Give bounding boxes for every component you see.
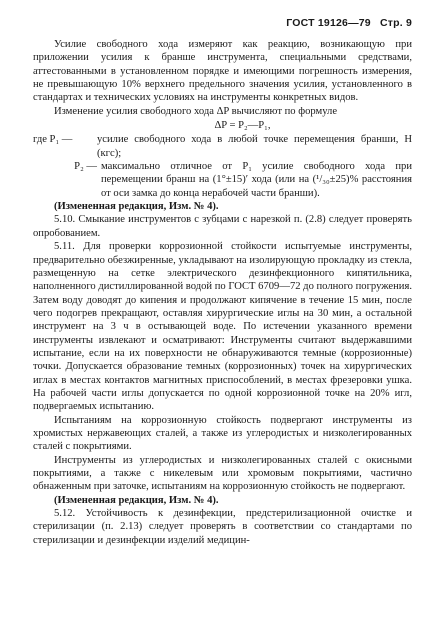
amendment-note-1: (Измененная редакция, Изм. № 4). — [54, 201, 219, 213]
definition-p2-label: P₂ — — [74, 161, 97, 173]
definition-p2-text: максимально отличное от P₁ усилие свободного хода при перемещении бранш на (1°±15)′ хода (или на (¹/₃₀±25)% расстояния от оси замка до конца нерабочей части бранши). — [101, 161, 412, 199]
page-number: Стр. 9 — [379, 17, 412, 29]
definition-p2 — [33, 160, 412, 200]
formula-delta-p: ΔP = P₂—P₁, — [214, 120, 271, 132]
page-header — [286, 17, 412, 29]
paragraph-free-play-force: Усилие свободного хода измеряют как реакцию, возникающую при приложении усилия к браншe инструмента, специальными средствами, аттестованными в установленном порядке и имеющими погрешность измерения, не превышающую 10% верхнего предельного значения усилия, установленного в стандартах и технических условиях на инструменты конкретных видов. — [33, 39, 412, 104]
amendment-note-2: (Измененная редакция, Изм. № 4). — [54, 494, 219, 506]
definition-p1-text: усилие свободного хода в любой точке перемещения бранши, Н (кгс); — [97, 134, 412, 159]
paragraph-force-change: Изменение усилия свободного хода ΔP вычисляют по формуле — [54, 105, 338, 117]
section-5-11: 5.11. Для проверки коррозионной стойкости испытуемые инструменты, предварительно обезжиренные, укладывают на изолирующую прокладку из стекла, размещенную на сетке электрического дезинфекционного кипятильника, наполненного дистиллированной водой по ГОСТ 6709—72 до полного погружения. Затем воду доводят до кипения и продолжают кипячение в течение 15 мин, после чего подогрев прекращают, оставляя хирургические иглы на 30 мин, а остальной инструмент на 3 ч в остывающей воде. По истечении указанного времени инструменты извлекают и осматривают: Инструменты считают выдержавшими испытание, если на их поверхности не обнаруживаются темные (коррозионные) точки. Допускается образование темных (коррозионных) точек на хирургических иглах в местах контактов магнитных приспособлений, в местах фрезеровки ушка. На рабочей части иглы допускается по одной коррозионной точке на 20% игл, подвергаемых испытанию. — [33, 241, 412, 413]
paragraph-steel-testing: Испытаниям на коррозионную стойкость подвергают инструменты из хромистых нержавеющих сталей, а также из углеродистых и низколегированных сталей с покрытиями. — [33, 414, 412, 453]
document-body — [33, 38, 412, 547]
section-5-10: 5.10. Смыкание инструментов с зубцами с нарезкой п. (2.8) следует проверять опробованием. — [33, 214, 412, 239]
definition-p1-label: где P₁ — — [33, 134, 73, 146]
section-5-12: 5.12. Устойчивость к дезинфекции, предстерилизационной очистке и стерилизации (п. 2.13) следует проверять в соответствии со стандартами по стерилизации и дезинфекции изделий медицин- — [33, 508, 412, 546]
standard-number: ГОСТ 19126—79 — [286, 17, 371, 29]
paragraph-coated-exemption: Инструменты из углеродистых и низколегированных сталей с окисными покрытиями, а также с никелевым или хромовым покрытиями, частично обнаженным при заточке, испытаниям на коррозионную стойкость не подвергают. — [33, 454, 412, 493]
definition-p1 — [33, 133, 412, 160]
